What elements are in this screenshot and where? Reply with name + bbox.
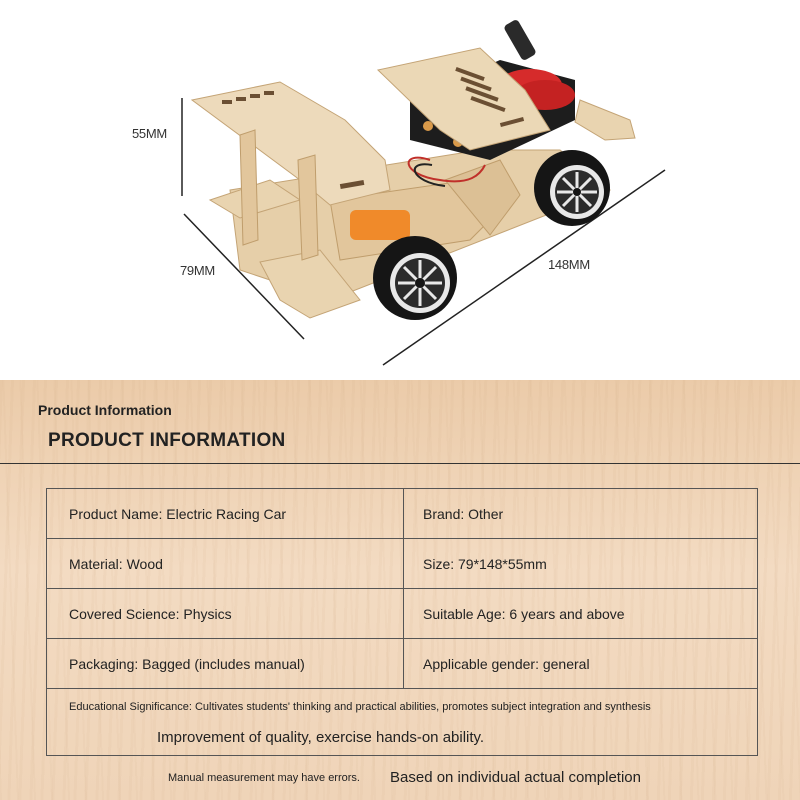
rear-wheel [534,150,610,226]
education-significance-text: Educational Significance: Cultivates students' thinking and practical abilities, promotes subject integration and synthesis [69,701,651,713]
rear-wing [378,48,550,150]
product-photo-area [0,0,800,380]
brand-cell: Brand: Other [423,505,504,522]
terminal-screw [423,121,433,131]
product-name-cell: Product Name: Electric Racing Car [47,489,404,538]
wooden-racing-car-illustration [0,0,800,380]
measurement-disclaimer: Manual measurement may have errors. [168,772,360,784]
education-row [47,689,757,755]
wing-strut [298,155,318,260]
switch-lever [503,19,537,62]
gender-cell: Applicable gender: general [423,655,590,672]
packaging-cell: Packaging: Bagged (includes manual) [47,639,404,688]
length-dimension-label: 148MM [548,257,590,272]
table-row [47,589,757,639]
age-cell: Suitable Age: 6 years and above [423,605,625,622]
info-table [46,488,758,756]
science-cell: Covered Science: Physics [47,589,404,638]
section-title: PRODUCT INFORMATION [48,430,286,451]
height-dimension-label: 55MM [132,126,167,141]
completion-note: Based on individual actual completion [390,769,641,786]
table-row [47,489,757,539]
table-row [47,539,757,589]
table-row [47,639,757,689]
material-cell: Material: Wood [47,539,404,588]
motor [350,210,410,240]
width-dimension-label: 79MM [180,263,215,278]
product-info-section [0,380,800,800]
wing-strut [240,130,258,245]
rear-fin [575,100,635,140]
front-wheel [373,236,457,320]
title-divider [0,463,800,464]
size-cell: Size: 79*148*55mm [423,555,547,572]
education-continuation-text: Improvement of quality, exercise hands-on ability. [157,729,485,746]
section-small-title: Product Information [38,402,172,418]
